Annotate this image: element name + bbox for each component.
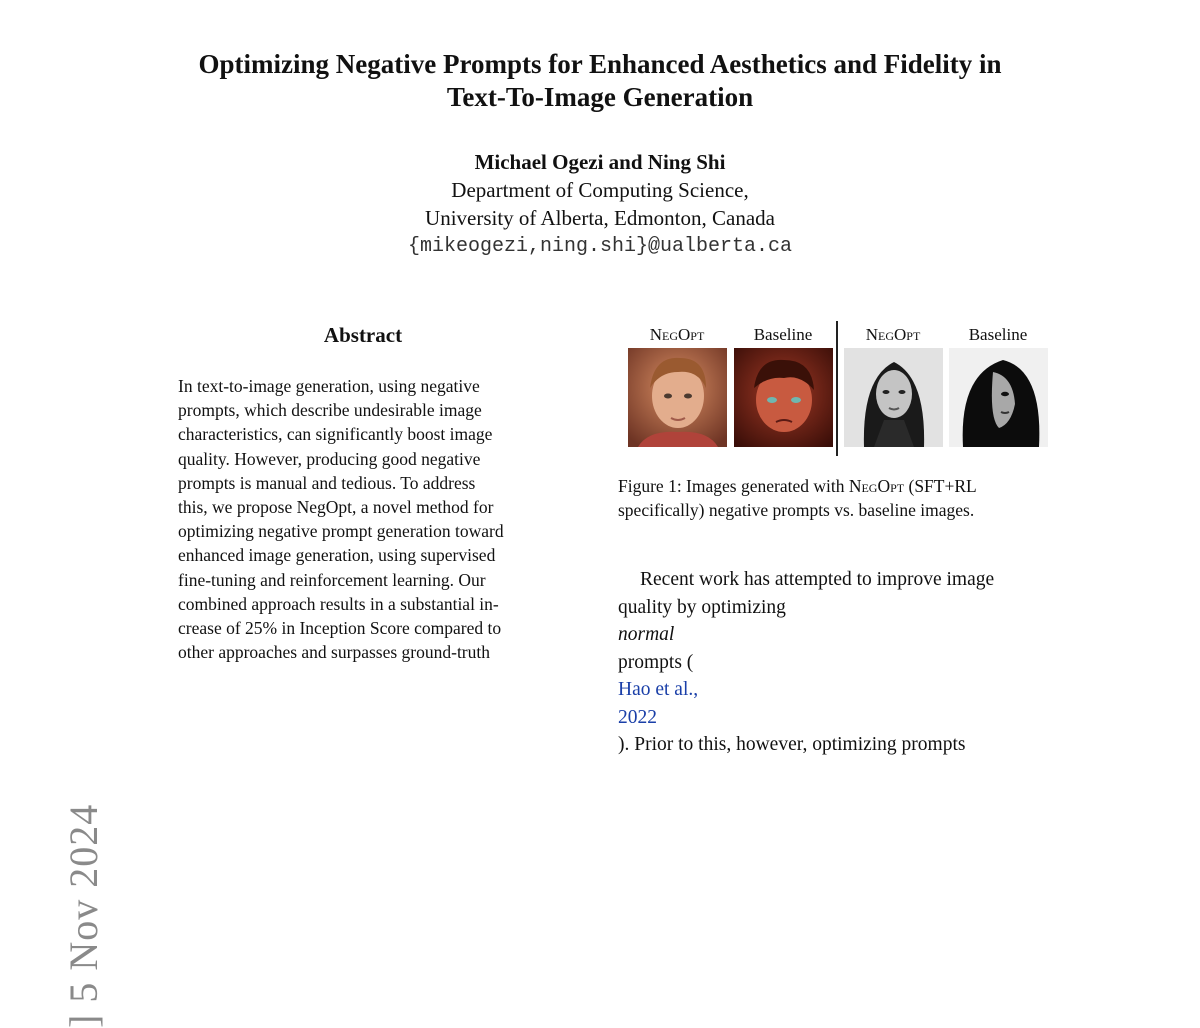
arxiv-stamp-text: ] 5 Nov 2024 [61, 803, 106, 1028]
caption-method: NegOpt [848, 476, 905, 496]
paper-title [100, 48, 1100, 114]
intro-text: prompts ( [618, 651, 694, 673]
affiliation [300, 176, 900, 232]
figure-divider [836, 321, 838, 456]
abstract-line: prompts is manual and tedious. To address [178, 472, 476, 493]
abstract-line: enhanced image generation, using supervised [178, 545, 496, 566]
caption-prefix: Figure 1: Images generated with [618, 476, 849, 496]
citation-link[interactable]: 2022 [618, 706, 657, 728]
abstract-line: optimizing negative prompt generation toward [178, 521, 504, 542]
caption-line-2: specifically) negative prompts vs. baseline images. [618, 500, 975, 520]
figure-label-negopt-1: NegOpt [649, 325, 705, 344]
abstract-line: In text-to-image generation, using negative [178, 376, 480, 396]
intro-text: quality by optimizing [618, 596, 786, 618]
author-names: Michael Ogezi and Ning Shi [474, 150, 726, 174]
caption-rest: (SFT+RL [904, 476, 977, 496]
author-email[interactable]: {mikeogezi,ning.shi}@ualberta.ca [407, 235, 793, 258]
abstract-body [178, 374, 549, 664]
abstract-line: combined approach results in a substantial in- [178, 593, 499, 614]
abstract-line: other approaches and surpasses ground-truth [178, 642, 490, 663]
abstract-line: characteristics, can significantly boost image [178, 424, 493, 445]
figure-label-baseline-2: Baseline [968, 325, 1028, 344]
intro-line-1: Recent work has attempted to improve image [640, 569, 995, 590]
intro-emphasis: normal [618, 624, 675, 645]
intro-line-3 [618, 704, 1059, 759]
title-line-2: Text-To-Image Generation [446, 82, 754, 112]
abstract-heading: Abstract [323, 323, 403, 347]
boy-baseline-image [734, 348, 833, 447]
abstract-line: prompts, which describe undesirable image [178, 400, 482, 421]
figure-label-negopt-2: NegOpt [865, 325, 921, 344]
title-line-1: Optimizing Negative Prompts for Enhanced Aesthetics and Fidelity in [198, 49, 1002, 79]
abstract-line: fine-tuning and reinforcement learning. Our [178, 569, 486, 590]
intro-paragraph [618, 566, 1059, 759]
figure-label-baseline-1: Baseline [753, 325, 813, 344]
affiliation-line-2: University of Alberta, Edmonton, Canada [425, 206, 775, 230]
woman-negopt-image [844, 348, 943, 447]
woman-baseline-image [949, 348, 1048, 447]
citation-link[interactable]: Hao et al., [618, 679, 699, 700]
abstract-line: crease of 25% in Inception Score compared to [178, 618, 502, 639]
figure-caption [618, 474, 1068, 522]
boy-negopt-image [628, 348, 727, 447]
abstract-line: quality. However, producing good negative [178, 448, 481, 469]
arxiv-stamp [18, 380, 106, 1028]
affiliation-line-1: Department of Computing Science, [451, 178, 749, 202]
intro-line-2 [618, 594, 1059, 704]
intro-text: ). Prior to this, however, optimizing prompts [618, 734, 966, 755]
abstract-line: this, we propose NegOpt, a novel method for [178, 497, 494, 518]
